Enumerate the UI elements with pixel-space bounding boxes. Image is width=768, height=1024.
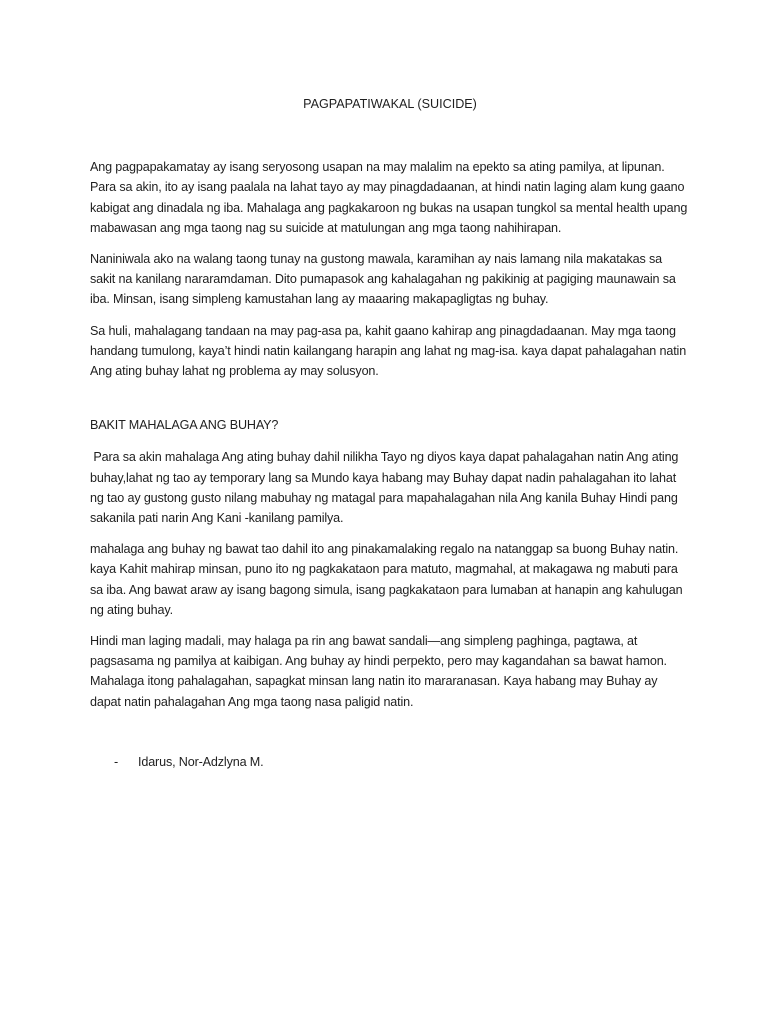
document-title: PAGPAPATIWAKAL (SUICIDE) bbox=[303, 97, 477, 111]
intro-paragraph-3: Sa huli, mahalagang tandaan na may pag-asa pa, kahit gaano kahirap ang pinagdadaanan. May mga taong handang tumulong, kaya’t hindi natin kailangang harapin ang lahat ng mag-isa. kaya dapat pahalagahan natin Ang ating buhay lahat ng problema ay may solusyon. bbox=[90, 323, 687, 379]
intro-paragraph-1: Ang pagpapakamatay ay isang seryosong usapan na may malalim na epekto sa ating pamilya, at lipunan. Para sa akin, ito ay isang paalala na lahat tayo ay may pinagdadaanan, at hindi natin laging alam kung gaano kabigat ang dinadala ng iba. Mahalaga ang pagkakaroon ng bukas na usapan tungkol sa mental health upang mabawasan ang mga taong nag su suicide at matulungan ang mga taong nahihirapan. bbox=[90, 160, 688, 235]
signature-author: Idarus, Nor-Adzlyna M. bbox=[138, 754, 264, 769]
section-paragraph-1: Para sa akin mahalaga Ang ating buhay dahil nilikha Tayo ng diyos kaya dapat pahalagahan natin Ang ating buhay,lahat ng tao ay temporary lang sa Mundo kaya habang may Buhay dapat nadin pahalagahan ito lahat ng tao ay gustong gusto nilang mabuhay ng matagal para mapahalagahan nila Ang kanila Buhay Hindi pang sakanila pati narin Ang Kani -kanilang pamilya. bbox=[90, 450, 679, 526]
section-paragraph-3: Hindi man laging madali, may halaga pa rin ang bawat sandali—ang simpleng paghinga, pagtawa, at pagsasama ng pamilya at kaibigan. Ang buhay ay hindi perpekto, pero may kagandahan sa bawat hamon. Mahalaga itong pahalagahan, sapagkat minsan lang natin ito mararanasan. Kaya habang may Buhay ay dapat natin pahalagahan Ang mga taong nasa paligid natin. bbox=[90, 634, 667, 709]
signature-dash: - bbox=[114, 754, 119, 769]
section-heading: BAKIT MAHALAGA ANG BUHAY? bbox=[90, 418, 279, 433]
section-paragraph-2: mahalaga ang buhay ng bawat tao dahil ito ang pinakamalaking regalo na natanggap sa buong Buhay natin. kaya Kahit mahirap minsan, puno ito ng pagkakataon para matuto, magmahal, at makagawa ng mabuti para sa iba. Ang bawat araw ay isang bagong simula, isang pagkakataon para lumaban at hanapin ang kahulugan ng ating buhay. bbox=[90, 542, 683, 617]
intro-paragraph-2: Naniniwala ako na walang taong tunay na gustong mawala, karamihan ay nais lamang nila makatakas sa sakit na kanilang nararamdaman. Dito pumapasok ang kahalagahan ng pakikinig at pagiging maunawain sa iba. Minsan, isang simpleng kamustahan lang ay maaaring makapagligtas ng buhay. bbox=[90, 252, 676, 307]
document-body bbox=[90, 94, 690, 772]
signature-line bbox=[90, 752, 690, 772]
